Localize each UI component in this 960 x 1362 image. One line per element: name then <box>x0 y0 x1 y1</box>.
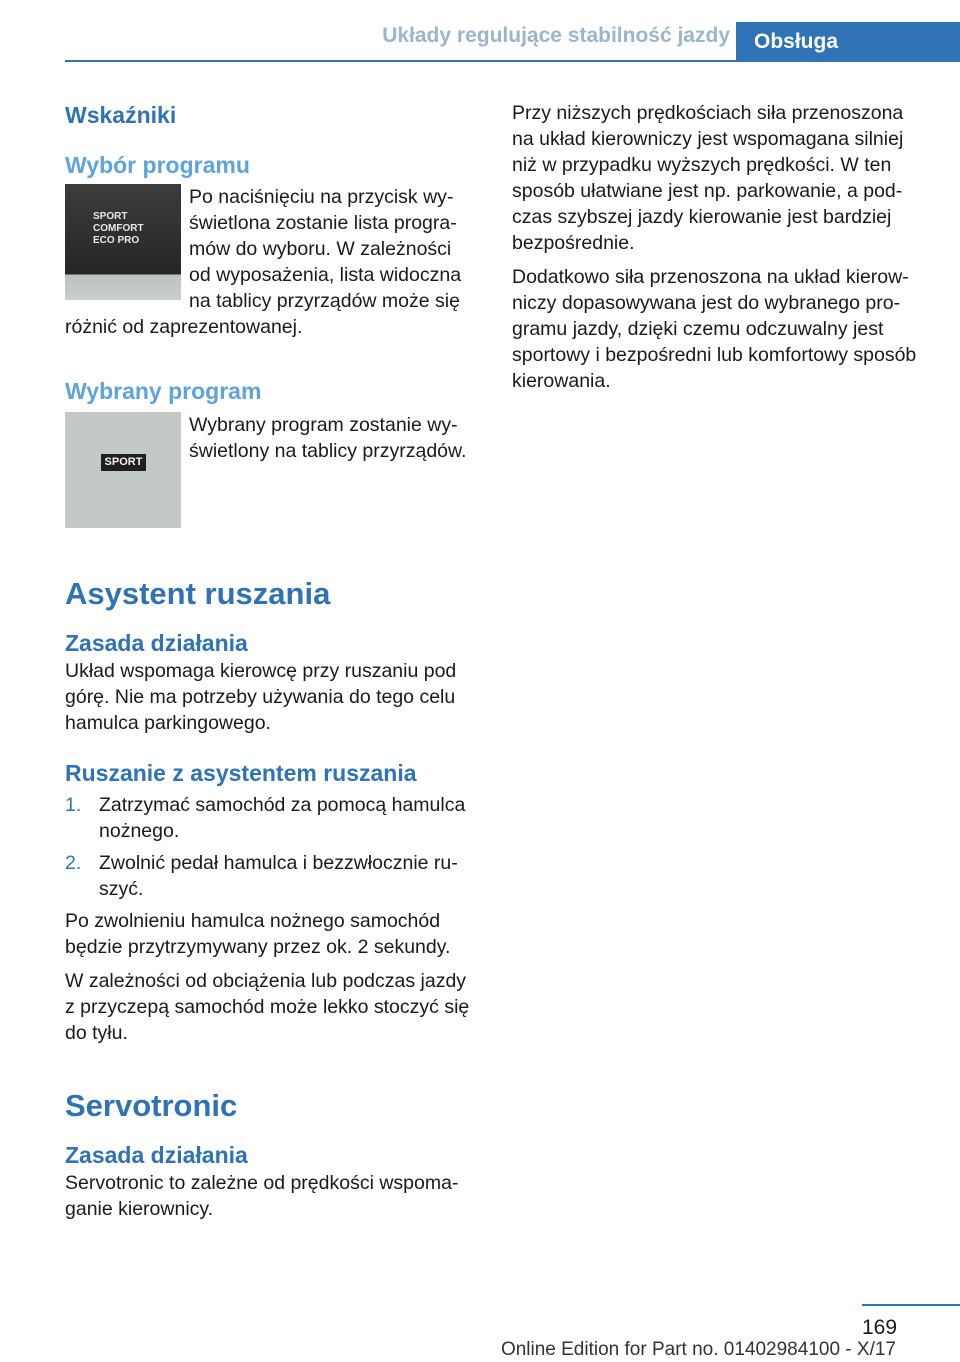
selected-program-heading: Wybrany program <box>65 378 262 404</box>
left-column <box>65 100 477 1222</box>
program-ecopro-label: ECO PRO <box>93 235 140 246</box>
step-text: Zwolnić pedał hamulca i bezzwłocznie ruszyć. <box>99 852 458 900</box>
step-number: 2. <box>65 852 82 874</box>
servotronic-text: Servotronic to zależne od prędkości wspomaganie kierownicy. <box>65 1172 459 1220</box>
right-column <box>512 100 922 394</box>
hill-start-heading: Asystent ruszania <box>65 576 331 611</box>
program-comfort-label: COMFORT <box>93 223 144 234</box>
sport-indicator: SPORT <box>101 454 146 471</box>
program-sport-label: SPORT <box>93 211 128 222</box>
footer-divider <box>862 1304 960 1306</box>
tab-obsluga[interactable]: Obsługa <box>736 22 960 61</box>
page-number: 169 <box>862 1316 898 1339</box>
indicators-heading: Wskaźniki <box>65 102 177 128</box>
hill-start-principle-text: Układ wspomaga kierowcę przy ruszaniu pod górę. Nie ma potrzeby używania do tego celu hamulca parkingowego. <box>65 660 457 734</box>
header-section-title: Układy regulujące stabilność jazdy <box>382 24 730 47</box>
program-select-heading: Wybór programu <box>65 152 250 178</box>
servotronic-heading: Servotronic <box>65 1088 238 1123</box>
drive-mode-assist-text: Dodatkowo siła przenoszona na układ kierowniczy dopasowywana jest do wybranego programu jazdy, dzięki czemu odczuwalny jest sportowy i bezpośredni lub komfortowy sposób kierowania. <box>512 266 917 392</box>
speed-assist-text: Przy niższych prędkościach siła przenoszona na układ kierowniczy jest wspomagana silniej niż w przypadku wyższych prędkości. W ten sposób ułatwiane jest np. parkowanie, a podczas szybszej jazdy kierowanie jest bardziej bezpośrednie. <box>512 102 904 254</box>
hold-time-text: Po zwolnieniu hamulca nożnego samochód będzie przytrzymywany przez ok. 2 sekundy. <box>65 910 451 958</box>
hill-start-principle-heading: Zasada działania <box>65 630 248 656</box>
list-item <box>65 792 477 844</box>
step-text: Zatrzymać samochód za pomocą hamulca nożnego. <box>99 794 466 842</box>
selected-program-display-image <box>65 412 181 528</box>
program-select-block <box>65 184 477 340</box>
servotronic-principle-heading: Zasada działania <box>65 1142 248 1168</box>
list-item <box>65 850 477 902</box>
program-select-text: Po naciśnięciu na przycisk wyświetlona zostanie lista programów do wyboru. W zależności od wyposażenia, lista widoczna na tablicy przyrządów może się różnić od zaprezentowanej. <box>65 186 462 338</box>
load-note-text: W zależności od obciążenia lub podczas jazdy z przyczepą samochód może lekko stoczyć się do tyłu. <box>65 970 470 1044</box>
hill-start-usage-heading: Ruszanie z asystentem ruszania <box>65 760 417 786</box>
program-list-text <box>93 211 144 247</box>
selected-program-block <box>65 412 477 528</box>
selected-program-text: Wybrany program zostanie wyświetlony na tablicy przyrządów. <box>189 414 467 462</box>
program-list-display-image <box>65 184 181 300</box>
edition-footer: Online Edition for Part no. 01402984100 - X/17 <box>500 1339 896 1360</box>
header-divider <box>65 60 960 62</box>
hill-start-steps <box>65 792 477 902</box>
step-number: 1. <box>65 794 82 816</box>
